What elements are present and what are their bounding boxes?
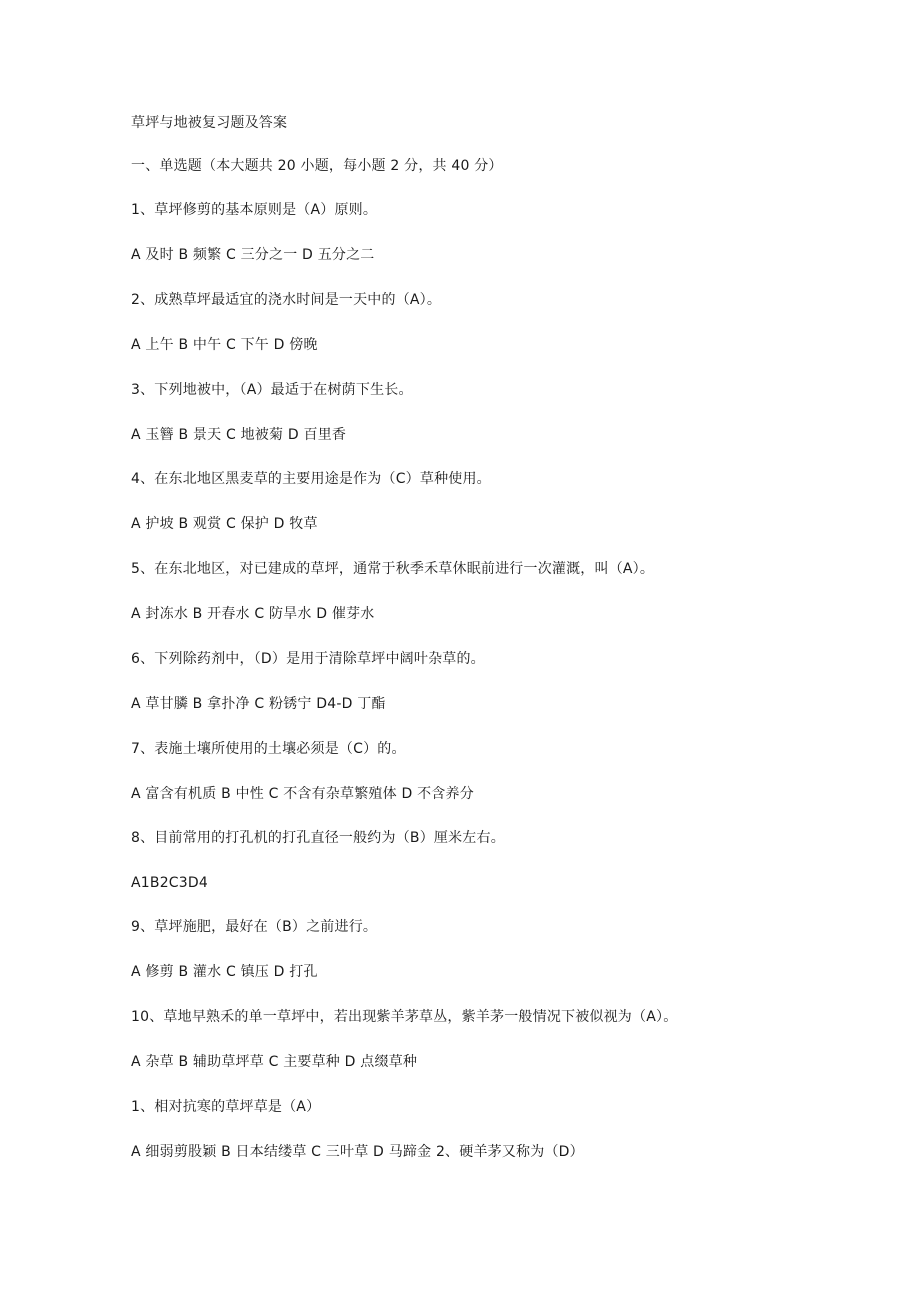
question-line: 2、成熟草坪最适宜的浇水时间是一天中的（A）。 bbox=[131, 292, 442, 308]
question-line: 3、下列地被中，（A）最适于在树荫下生长。 bbox=[131, 382, 413, 398]
question-line: 5、在东北地区，对已建成的草坪，通常于秋季禾草休眠前进行一次灌溉，叫（A）。 bbox=[131, 561, 655, 577]
question-line: 1、相对抗寒的草坪草是（A） bbox=[131, 1099, 321, 1115]
question-line: 10、草地早熟禾的单一草坪中，若出现紫羊茅草丛，紫羊茅一般情况下被似视为（A）。 bbox=[131, 1009, 678, 1025]
question-line: 9、草坪施肥，最好在（B）之前进行。 bbox=[131, 919, 378, 935]
options-line: A 修剪 B 灌水 C 镇压 D 打孔 bbox=[131, 964, 318, 980]
options-line: A 上午 B 中午 C 下午 D 傍晚 bbox=[131, 337, 318, 353]
options-line: A 及时 B 频繁 C 三分之一 D 五分之二 bbox=[131, 247, 375, 263]
question-line: 1、草坪修剪的基本原则是（A）原则。 bbox=[131, 202, 378, 218]
question-line: 7、表施土壤所使用的土壤必须是（C）的。 bbox=[131, 741, 406, 757]
options-line: A 玉簪 B 景天 C 地被菊 D 百里香 bbox=[131, 427, 347, 443]
question-line: 4、在东北地区黑麦草的主要用途是作为（C）草种使用。 bbox=[131, 471, 491, 487]
document-title: 草坪与地被复习题及答案 bbox=[131, 115, 288, 131]
options-line: A 封冻水 B 开春水 C 防旱水 D 催芽水 bbox=[131, 606, 375, 622]
options-line: A 护坡 B 观赏 C 保护 D 牧草 bbox=[131, 516, 318, 532]
options-line: A 杂草 B 辅助草坪草 C 主要草种 D 点缀草种 bbox=[131, 1054, 418, 1070]
options-line: A 富含有机质 B 中性 C 不含有杂草繁殖体 D 不含养分 bbox=[131, 786, 474, 802]
options-line: A 细弱剪股颖 B 日本结缕草 C 三叶草 D 马蹄金 2、硬羊茅又称为（D） bbox=[131, 1144, 584, 1160]
options-line: A 草甘膦 B 拿扑净 C 粉锈宁 D4-D 丁酯 bbox=[131, 696, 386, 712]
question-line: 6、下列除药剂中，（D）是用于清除草坪中阔叶杂草的。 bbox=[131, 651, 485, 667]
section-heading: 一、单选题（本大题共 20 小题，每小题 2 分，共 40 分） bbox=[131, 158, 503, 174]
options-line: A1B2C3D4 bbox=[131, 875, 208, 891]
question-line: 8、目前常用的打孔机的打孔直径一般约为（B）厘米左右。 bbox=[131, 830, 505, 846]
